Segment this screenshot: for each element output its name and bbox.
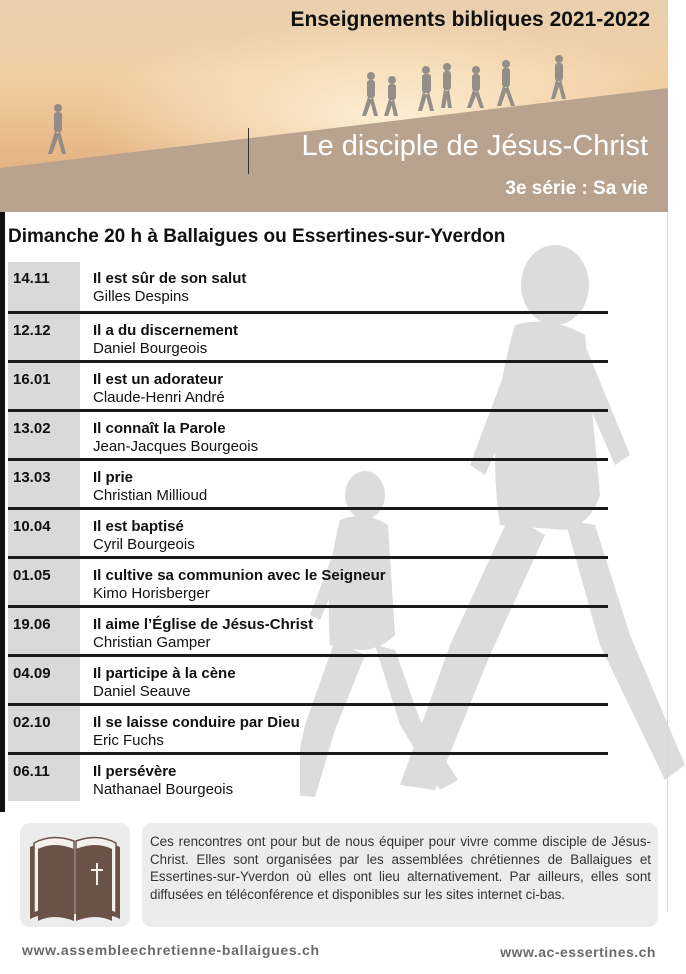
schedule-heading: Dimanche 20 h à Ballaigues ou Essertines-sur-Yverdon — [8, 226, 506, 247]
session-topic: Il est un adorateur — [93, 371, 224, 388]
session-topic: Il connaît la Parole — [93, 420, 226, 437]
session-topic: Il participe à la cène — [93, 665, 236, 682]
left-accent-bar — [0, 212, 5, 812]
session-date: 19.06 — [13, 616, 51, 633]
date-cell — [8, 559, 80, 605]
bible-icon — [20, 823, 130, 927]
session-date: 10.04 — [13, 518, 51, 535]
website-link-ballaigues[interactable]: www.assembleechretienne-ballaigues.ch — [22, 942, 320, 958]
date-cell — [8, 510, 80, 556]
session-speaker: Eric Fuchs — [93, 732, 164, 749]
session-topic: Il aime l’Église de Jésus-Christ — [93, 616, 314, 633]
date-cell — [8, 262, 80, 311]
session-topic: Il a du discernement — [93, 322, 239, 339]
schedule-row — [8, 605, 608, 654]
session-date: 01.05 — [13, 567, 51, 584]
schedule-row — [8, 311, 608, 360]
session-topic: Il prie — [93, 469, 134, 486]
session-date: 04.09 — [13, 665, 51, 682]
date-cell — [8, 608, 80, 654]
bible-icon-panel — [20, 823, 130, 927]
info-text: Ces rencontres ont pour but de nous équiper pour vivre comme disciple de Jésus-Christ. Elles sont organisées par les assemblées chrétiennes de Ballaigues et Essertines-sur-Yverdon où elles ont lieu alternativement. Par ailleurs, elles sont diffusées en téléconférence et disponibles sur les sites internet ci-bas. — [150, 834, 651, 902]
session-speaker: Nathanael Bourgeois — [93, 781, 234, 798]
session-topic: Il persévère — [93, 763, 177, 780]
schedule-row — [8, 703, 608, 752]
schedule-list — [8, 262, 608, 801]
date-cell — [8, 314, 80, 360]
series-title: Enseignements bibliques 2021-2022 — [290, 8, 650, 31]
session-date: 14.11 — [13, 270, 50, 287]
session-date: 13.02 — [13, 420, 51, 437]
schedule-row — [8, 409, 608, 458]
session-speaker: Claude-Henri André — [93, 389, 225, 406]
session-date: 06.11 — [13, 763, 50, 780]
date-cell — [8, 461, 80, 507]
session-date: 12.12 — [13, 322, 51, 339]
schedule-row — [8, 458, 608, 507]
header-banner — [0, 0, 668, 212]
session-speaker: Christian Gamper — [93, 634, 211, 651]
session-speaker: Daniel Seauve — [93, 683, 191, 700]
info-panel — [142, 823, 658, 927]
text-cursor — [248, 128, 249, 174]
schedule-row — [8, 654, 608, 703]
session-topic: Il se laisse conduire par Dieu — [93, 714, 300, 731]
session-date: 16.01 — [13, 371, 51, 388]
session-speaker: Daniel Bourgeois — [93, 340, 208, 357]
schedule-row — [8, 507, 608, 556]
session-speaker: Jean-Jacques Bourgeois — [93, 438, 259, 455]
date-cell — [8, 706, 80, 752]
session-topic: Il est baptisé — [93, 518, 184, 535]
page-title: Le disciple de Jésus-Christ — [301, 130, 648, 162]
session-topic: Il cultive sa communion avec le Seigneur — [93, 567, 386, 584]
schedule-row — [8, 262, 608, 311]
session-speaker: Christian Millioud — [93, 487, 208, 504]
date-cell — [8, 755, 80, 801]
date-cell — [8, 657, 80, 703]
page-subtitle: 3e série : Sa vie — [505, 178, 648, 199]
schedule-row — [8, 556, 608, 605]
session-speaker: Cyril Bourgeois — [93, 536, 195, 553]
website-link-essertines[interactable]: www.ac-essertines.ch — [500, 944, 656, 960]
date-cell — [8, 363, 80, 409]
session-date: 13.03 — [13, 469, 51, 486]
session-speaker: Kimo Horisberger — [93, 585, 210, 602]
schedule-row — [8, 360, 608, 409]
session-speaker: Gilles Despins — [93, 288, 189, 305]
session-topic: Il est sûr de son salut — [93, 270, 247, 287]
schedule-row — [8, 752, 608, 801]
date-cell — [8, 412, 80, 458]
session-date: 02.10 — [13, 714, 51, 731]
